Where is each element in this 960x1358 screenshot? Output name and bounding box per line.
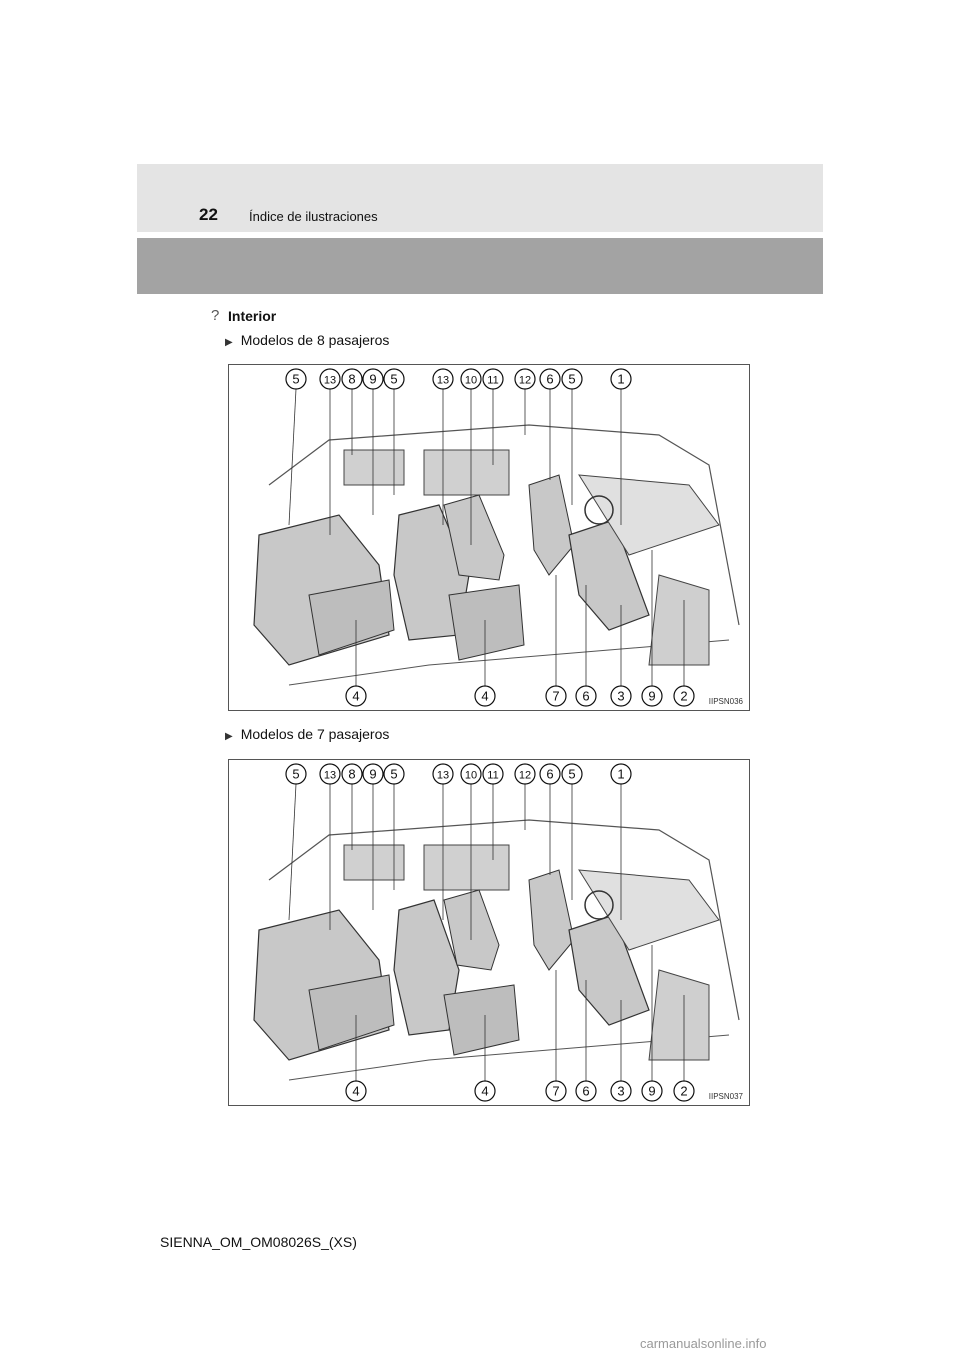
callout-number: 5 xyxy=(568,766,576,782)
callout-number: 6 xyxy=(582,1083,590,1099)
callout-number: 11 xyxy=(487,769,499,782)
footer-doc-id: SIENNA_OM_OM08026S_(XS) xyxy=(160,1234,357,1250)
heading-interior: Interior xyxy=(228,308,277,324)
subtitle-8-passenger xyxy=(225,332,389,348)
callout-number: 4 xyxy=(352,688,360,704)
figure-8-passenger xyxy=(228,364,750,711)
callout-number: 4 xyxy=(481,688,489,704)
figure-code: IIPSN036 xyxy=(708,697,743,706)
callout-number: 9 xyxy=(369,766,377,782)
callout-number: 13 xyxy=(436,769,450,782)
callout-number: 1 xyxy=(617,766,625,782)
section-title: Índice de ilustraciones xyxy=(249,209,378,224)
subtitle-7-passenger xyxy=(225,726,389,742)
callout-number: 1 xyxy=(617,371,625,387)
callout-number: 11 xyxy=(487,374,499,387)
callout-number: 12 xyxy=(518,769,532,782)
callout-number: 6 xyxy=(582,688,590,704)
callout-number: 10 xyxy=(464,769,478,782)
callout-number: 13 xyxy=(323,769,337,782)
arrow-icon: ▶ xyxy=(225,731,233,742)
callout-number: 5 xyxy=(292,766,300,782)
callout-number: 9 xyxy=(369,371,377,387)
callout-number: 13 xyxy=(323,374,337,387)
figure-code: IIPSN037 xyxy=(708,1092,743,1101)
callout-number: 3 xyxy=(617,1083,625,1099)
callout-number: 7 xyxy=(552,688,560,704)
callout-number: 2 xyxy=(680,1083,688,1099)
subtitle-8-text: Modelos de 8 pasajeros xyxy=(240,332,390,348)
page-number: 22 xyxy=(199,205,218,224)
title-band xyxy=(137,238,823,294)
watermark: carmanualsonline.info xyxy=(640,1336,767,1351)
callout-number: 9 xyxy=(648,1083,656,1099)
callout-number: 13 xyxy=(436,374,450,387)
callout-number: 5 xyxy=(292,371,300,387)
callout-number: 8 xyxy=(348,766,356,782)
callout-number: 5 xyxy=(568,371,576,387)
header-band xyxy=(137,164,823,232)
callout-number: 6 xyxy=(546,371,554,387)
interior-illustration-7 xyxy=(229,760,749,1105)
callout-number: 7 xyxy=(552,1083,560,1099)
arrow-icon: ▶ xyxy=(225,337,233,348)
callout-leader-line xyxy=(289,389,296,525)
figure-7-passenger xyxy=(228,759,750,1106)
callout-leader-line xyxy=(289,784,296,920)
callout-number: 2 xyxy=(680,688,688,704)
callout-number: 5 xyxy=(390,371,398,387)
callout-number: 8 xyxy=(348,371,356,387)
callout-number: 4 xyxy=(352,1083,360,1099)
callout-number: 4 xyxy=(481,1083,489,1099)
callout-number: 12 xyxy=(518,374,532,387)
callout-number: 6 xyxy=(546,766,554,782)
callout-number: 10 xyxy=(464,374,478,387)
heading-marker: ? xyxy=(211,307,220,324)
callout-number: 5 xyxy=(390,766,398,782)
callout-number: 3 xyxy=(617,688,625,704)
callout-number: 9 xyxy=(648,688,656,704)
subtitle-7-text: Modelos de 7 pasajeros xyxy=(240,726,390,742)
interior-illustration-8 xyxy=(229,365,749,710)
